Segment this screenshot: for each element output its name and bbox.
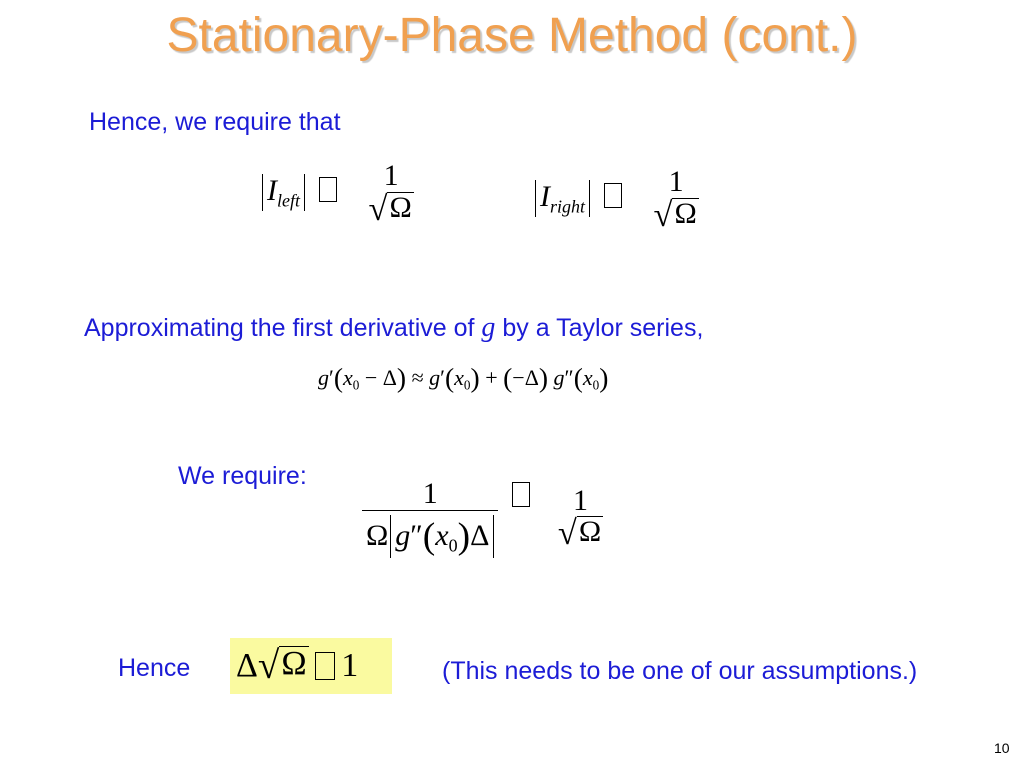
much-less-glyph [512,482,531,507]
fraction-left [369,160,414,227]
prime: ′ [329,364,334,390]
omega-symbol: Ω [279,646,308,685]
right-subscript: right [550,196,586,217]
x-symbol: x [582,364,593,390]
g-symbol: g [553,364,565,390]
omega-symbol: Ω [672,198,698,233]
i-symbol: I [267,174,277,208]
inequality-right [535,166,699,233]
abs-g-double-prime: $g''(x_0)\Delta$ [390,515,494,558]
zero-subscript: 0 [352,377,360,393]
sqrt-omega: √ Ω [368,189,412,228]
much-less-glyph [319,177,338,202]
taylor-equation: $g'(x_0 - \Delta) \approx g'(x_0) + (-\Delta)$ $g''(x_0)$ [318,362,609,393]
g-symbol: g [395,518,411,552]
prime: ′ [440,364,445,390]
numerator: 1 [383,159,399,192]
zero-subscript: 0 [448,534,458,555]
delta: Δ [382,364,397,390]
approx: ≈ [411,364,424,390]
numerator: 1 [668,165,684,198]
x-symbol: x [435,518,449,552]
zero-subscript: 0 [463,377,471,393]
approximating-text [84,312,703,344]
fraction-right [654,166,699,233]
abs-i-left [262,174,305,211]
one: 1 [341,647,359,684]
abs-i-right [535,180,590,217]
omega-symbol: Ω [387,192,413,227]
g-variable: g [481,312,496,343]
x-symbol: x [454,364,464,390]
approx-text-start: Approximating the first derivative of [84,314,475,342]
much-less-glyph [604,183,623,208]
double-prime: ″ [410,518,423,552]
hence-require-text: Hence, we require that [89,108,341,136]
x-symbol: x [342,364,353,390]
minus: − [364,364,378,390]
sqrt-omega: √ Ω [557,514,602,553]
fraction-right [558,485,603,552]
neg-delta: −Δ [512,364,539,390]
fraction-left [362,478,498,558]
delta: Δ [470,518,490,552]
double-prime: ″ [564,364,574,390]
i-symbol: I [540,180,550,214]
result-highlight-box [230,638,392,694]
approx-text-end: by a Taylor series, [502,314,704,342]
slide-title: Stationary-Phase Method (cont.) [166,9,858,62]
numerator: 1 [573,483,589,517]
sqrt-omega: √ Ω [257,644,307,688]
hence-text: Hence [118,654,191,682]
omega-symbol: Ω [366,518,389,552]
plus: + [485,364,498,390]
delta: Δ [236,647,258,684]
omega-symbol: Ω [577,516,603,551]
much-less-glyph [315,652,336,680]
zero-subscript: 0 [592,377,600,393]
assumption-note: (This needs to be one of our assumptions.) [442,657,918,685]
page-number: 10 [994,740,1010,756]
inequality-left [262,160,414,227]
requirement-inequality [362,478,603,558]
g-symbol: g [429,364,441,390]
left-subscript: left [277,190,300,211]
we-require-text: We require: [178,462,307,490]
sqrt-omega: √ Ω [653,195,697,234]
numerator: 1 [422,477,438,510]
g-symbol: g [318,364,329,390]
